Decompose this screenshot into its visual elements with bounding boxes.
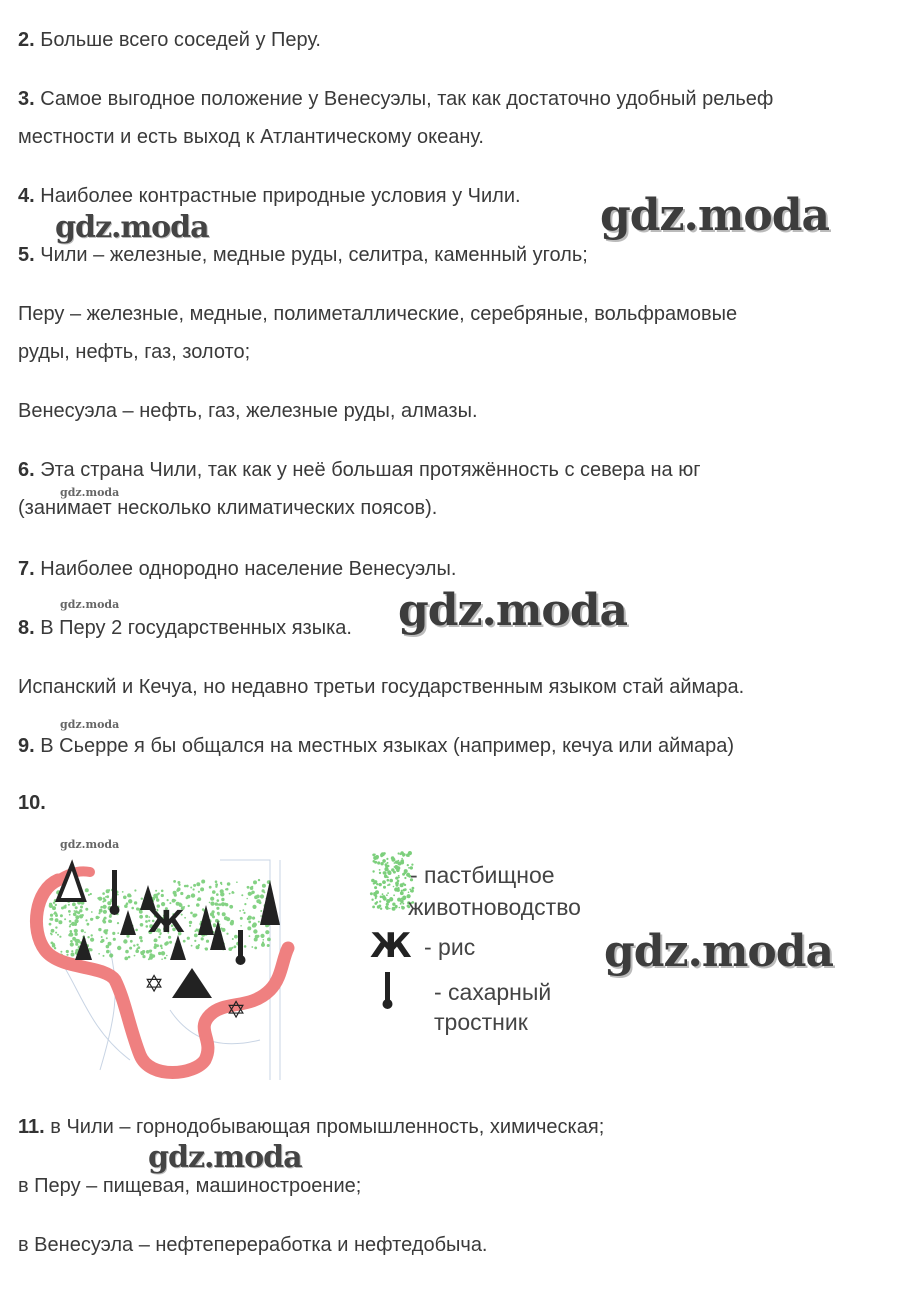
agriculture-map: [20, 840, 360, 1090]
answer-text: Эта страна Чили, так как у неё большая протяжённость с севера на юг: [40, 459, 701, 481]
watermark: gdz.moda: [604, 926, 834, 977]
star-icon: ✡: [226, 996, 247, 1024]
answer-number: 4.: [18, 185, 35, 207]
answer-6: [18, 451, 701, 527]
watermark: gdz.moda: [60, 718, 120, 731]
answer-text: Наиболее контрастные природные условия у Чили.: [40, 185, 521, 207]
watermark: gdz.moda: [148, 1140, 302, 1175]
answer-text: в Перу – пищевая, машиностроение;: [18, 1175, 362, 1197]
answer-text: Венесуэла – нефть, газ, железные руды, алмазы.: [18, 400, 478, 422]
answer-8: [18, 609, 352, 647]
answer-text: В Перу 2 государственных языка.: [40, 617, 352, 639]
answer-10: [18, 784, 46, 822]
watermark: gdz.moda: [60, 598, 120, 611]
answer-11-venezuela: [18, 1226, 488, 1264]
answer-text: (занимает несколько климатических поясов).: [18, 497, 438, 519]
answer-number: 11.: [18, 1116, 45, 1138]
triangle-icon: [198, 905, 214, 935]
answer-number: 8.: [18, 617, 35, 639]
answer-text: местности и есть выход к Атлантическому океану.: [18, 126, 484, 148]
answer-text: в Венесуэла – нефтепереработка и нефтедобыча.: [18, 1234, 488, 1256]
answer-9: [18, 727, 734, 765]
answer-3: [18, 80, 773, 156]
answer-text: Чили – железные, медные руды, селитра, каменный уголь;: [40, 244, 588, 266]
watermark: gdz.moda: [600, 190, 830, 241]
answer-text: руды, нефть, газ, золото;: [18, 341, 251, 363]
legend-sugar-label: - сахарный: [434, 979, 552, 1005]
legend-sugar-cane-icon: [378, 970, 398, 1014]
watermark: gdz.moda: [60, 838, 120, 851]
star-icon: ✡: [144, 970, 165, 998]
answer-text: Испанский и Кечуа, но недавно третьи государственным языком стай аймара.: [18, 676, 745, 698]
legend-sugar-label-2: тростник: [434, 1009, 528, 1035]
legend-pasture-label: - пастбищное: [410, 862, 555, 888]
answer-number: 7.: [18, 558, 35, 580]
watermark: gdz.moda: [55, 210, 209, 245]
answer-5-peru: [18, 295, 737, 371]
answer-text: Перу – железные, медные, полиметаллические, серебряные, вольфрамовые: [18, 303, 738, 325]
watermark: gdz.moda: [60, 486, 120, 499]
rice-icon: Ж: [148, 905, 185, 940]
answer-text: Самое выгодное положение у Венесуэлы, так как достаточно удобный рельеф: [40, 88, 774, 110]
triangle-icon: [172, 968, 212, 998]
answer-number: 10.: [18, 792, 46, 814]
legend-pasture-label-2: животноводство: [408, 894, 581, 920]
answer-8-languages: [18, 668, 744, 706]
legend-rice-icon: Ж: [370, 926, 412, 966]
answer-5-venezuela: [18, 392, 478, 430]
answer-number: 9.: [18, 735, 35, 757]
answer-2: [18, 21, 321, 59]
triangle-icon: [75, 935, 92, 960]
watermark: gdz.moda: [398, 585, 628, 636]
answer-number: 6.: [18, 459, 35, 481]
answer-text: Наиболее однородно население Венесуэлы.: [40, 558, 457, 580]
answer-11: [18, 1108, 604, 1146]
answer-text: В Сьерре я бы общался на местных языках (например, кечуа или аймара): [40, 735, 735, 757]
answer-number: 3.: [18, 88, 35, 110]
answer-number: 5.: [18, 244, 35, 266]
legend-rice-label: - рис: [424, 934, 476, 960]
answer-7: [18, 550, 456, 588]
answer-number: 2.: [18, 29, 35, 51]
triangle-icon: [120, 910, 136, 935]
answer-text: Больше всего соседей у Перу.: [40, 29, 321, 51]
answer-text: в Чили – горнодобывающая промышленность, химическая;: [50, 1116, 605, 1138]
